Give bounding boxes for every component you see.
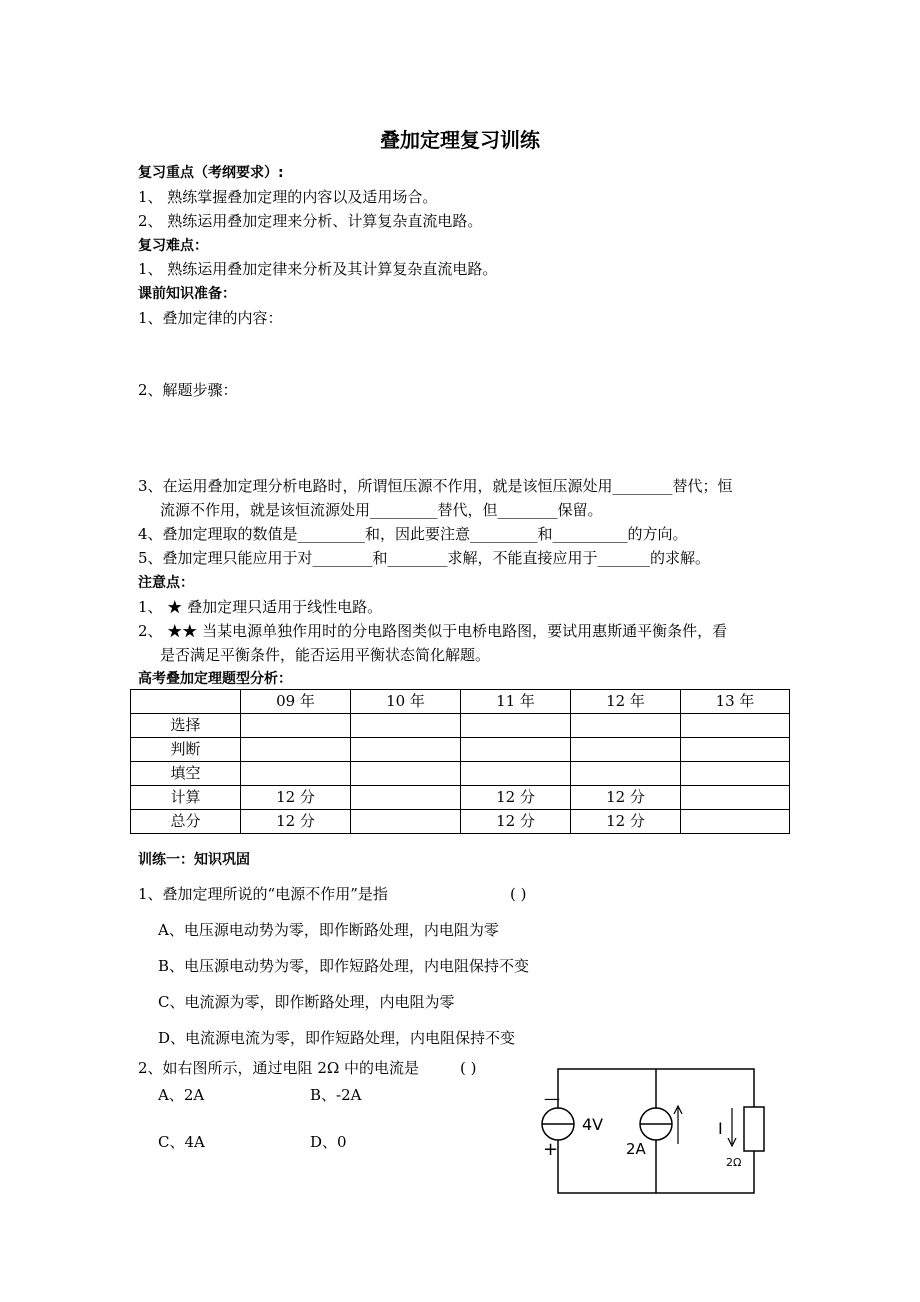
- question-2-answer-bracket[interactable]: ( ): [460, 1059, 477, 1077]
- table-cell: [461, 738, 571, 762]
- note-item-2-line-1: 2、 ★★ 当某电源单独作用时的分电路图类似于电桥电路图，要试用惠斯通平衡条件，看: [138, 622, 728, 640]
- table-cell: [461, 762, 571, 786]
- table-cell: [681, 810, 790, 834]
- table-cell: 12 分: [241, 786, 351, 810]
- table-cell: [571, 762, 681, 786]
- table-cell: 12 分: [241, 810, 351, 834]
- resistor-icon: [744, 1107, 764, 1151]
- table-cell: [681, 714, 790, 738]
- prep-question-1: 1、叠加定律的内容：: [138, 309, 283, 327]
- prep-question-3-line-1: 3、在运用叠加定理分析电路时，所谓恒压源不作用，就是该恒压源处用________替代；恒: [138, 477, 733, 495]
- notes-heading: 注意点：: [138, 575, 194, 591]
- focus-heading: 复习重点（考纲要求）:: [138, 165, 284, 181]
- table-cell: 12 分: [461, 810, 571, 834]
- current-value-label: 2A: [626, 1140, 646, 1158]
- voltage-value-label: 4V: [582, 1115, 604, 1134]
- table-header-cell: 12 年: [571, 690, 681, 714]
- table-row: [131, 714, 790, 738]
- table-row: [131, 762, 790, 786]
- prep-question-4: 4、叠加定理取的数值是_________和，因此要注意_________和__________的方向。: [138, 525, 688, 543]
- question-2-option-c: C、4A: [158, 1133, 205, 1151]
- table-header-row: [131, 690, 790, 714]
- table-cell: [681, 786, 790, 810]
- table-cell: 12 分: [571, 810, 681, 834]
- question-1-option-d: D、电流源电流为零，即作短路处理，内电阻保持不变: [158, 1029, 516, 1047]
- table-cell: [681, 762, 790, 786]
- prep-question-2: 2、解题步骤：: [138, 381, 238, 399]
- table-cell: [351, 786, 461, 810]
- table-cell: 12 分: [461, 786, 571, 810]
- table-cell: [351, 714, 461, 738]
- table-cell: [241, 738, 351, 762]
- prep-question-5: 5、叠加定理只能应用于对________和________求解，不能直接应用于_______的求解。: [138, 549, 711, 567]
- question-1-option-a: A、电压源电动势为零，即作断路处理，内电阻为零: [158, 921, 499, 939]
- difficulty-item-1: 1、 熟练运用叠加定律来分析及其计算复杂直流电路。: [138, 260, 498, 278]
- table-cell: 判断: [131, 738, 241, 762]
- branch-current-label: I: [718, 1119, 723, 1138]
- table-header-cell: 13 年: [681, 690, 790, 714]
- table-header-cell: 10 年: [351, 690, 461, 714]
- table-cell: 总分: [131, 810, 241, 834]
- resistor-value-label: 2Ω: [726, 1156, 742, 1169]
- table-cell: [571, 738, 681, 762]
- table-cell: 填空: [131, 762, 241, 786]
- table-cell: [571, 714, 681, 738]
- table-cell: 选择: [131, 714, 241, 738]
- voltage-minus-label: —: [544, 1089, 560, 1108]
- question-1-option-b: B、电压源电动势为零，即作短路处理，内电阻保持不变: [158, 957, 530, 975]
- note-item-2-line-2: 是否满足平衡条件，能否运用平衡状态简化解题。: [160, 646, 491, 664]
- prep-question-3-line-2: 流源不作用，就是该恒流源处用_________替代，但________保留。: [160, 501, 603, 519]
- table-cell: [351, 810, 461, 834]
- voltage-plus-label: +: [543, 1139, 559, 1160]
- table-header-cell: 11 年: [461, 690, 571, 714]
- table-cell: [351, 738, 461, 762]
- table-row: [131, 810, 790, 834]
- page-title: 叠加定理复习训练: [380, 128, 540, 152]
- table-cell: [241, 714, 351, 738]
- question-1-answer-bracket[interactable]: ( ): [510, 885, 527, 903]
- training-heading: 训练一：知识巩固: [138, 852, 250, 868]
- table-header-cell: 09 年: [241, 690, 351, 714]
- table-row: [131, 786, 790, 810]
- focus-item-1: 1、 熟练掌握叠加定理的内容以及适用场合。: [138, 188, 438, 206]
- table-cell: [681, 738, 790, 762]
- question-1-option-c: C、电流源为零，即作断路处理，内电阻为零: [158, 993, 455, 1011]
- table-header-cell: [131, 690, 241, 714]
- question-2-option-b: B、-2A: [310, 1086, 362, 1104]
- table-cell: [241, 762, 351, 786]
- question-2-option-d: D、0: [310, 1133, 347, 1151]
- exam-analysis-table: [130, 689, 790, 834]
- note-item-1: 1、 ★ 叠加定理只适用于线性电路。: [138, 598, 383, 616]
- table-cell: 12 分: [571, 786, 681, 810]
- table-cell: [351, 762, 461, 786]
- analysis-heading: 高考叠加定理题型分析：: [138, 671, 292, 687]
- focus-item-2: 2、 熟练运用叠加定理来分析、计算复杂直流电路。: [138, 212, 483, 230]
- question-2-option-a: A、2A: [158, 1086, 205, 1104]
- prep-heading: 课前知识准备：: [138, 286, 236, 302]
- training-question-2: 2、如右图所示，通过电阻 2Ω 中的电流是: [138, 1059, 420, 1077]
- circuit-diagram: [540, 1062, 770, 1202]
- table-cell: [461, 714, 571, 738]
- training-question-1: 1、叠加定理所说的“电源不作用”是指: [138, 885, 388, 903]
- table-row: [131, 738, 790, 762]
- difficulty-heading: 复习难点：: [138, 238, 208, 254]
- table-cell: 计算: [131, 786, 241, 810]
